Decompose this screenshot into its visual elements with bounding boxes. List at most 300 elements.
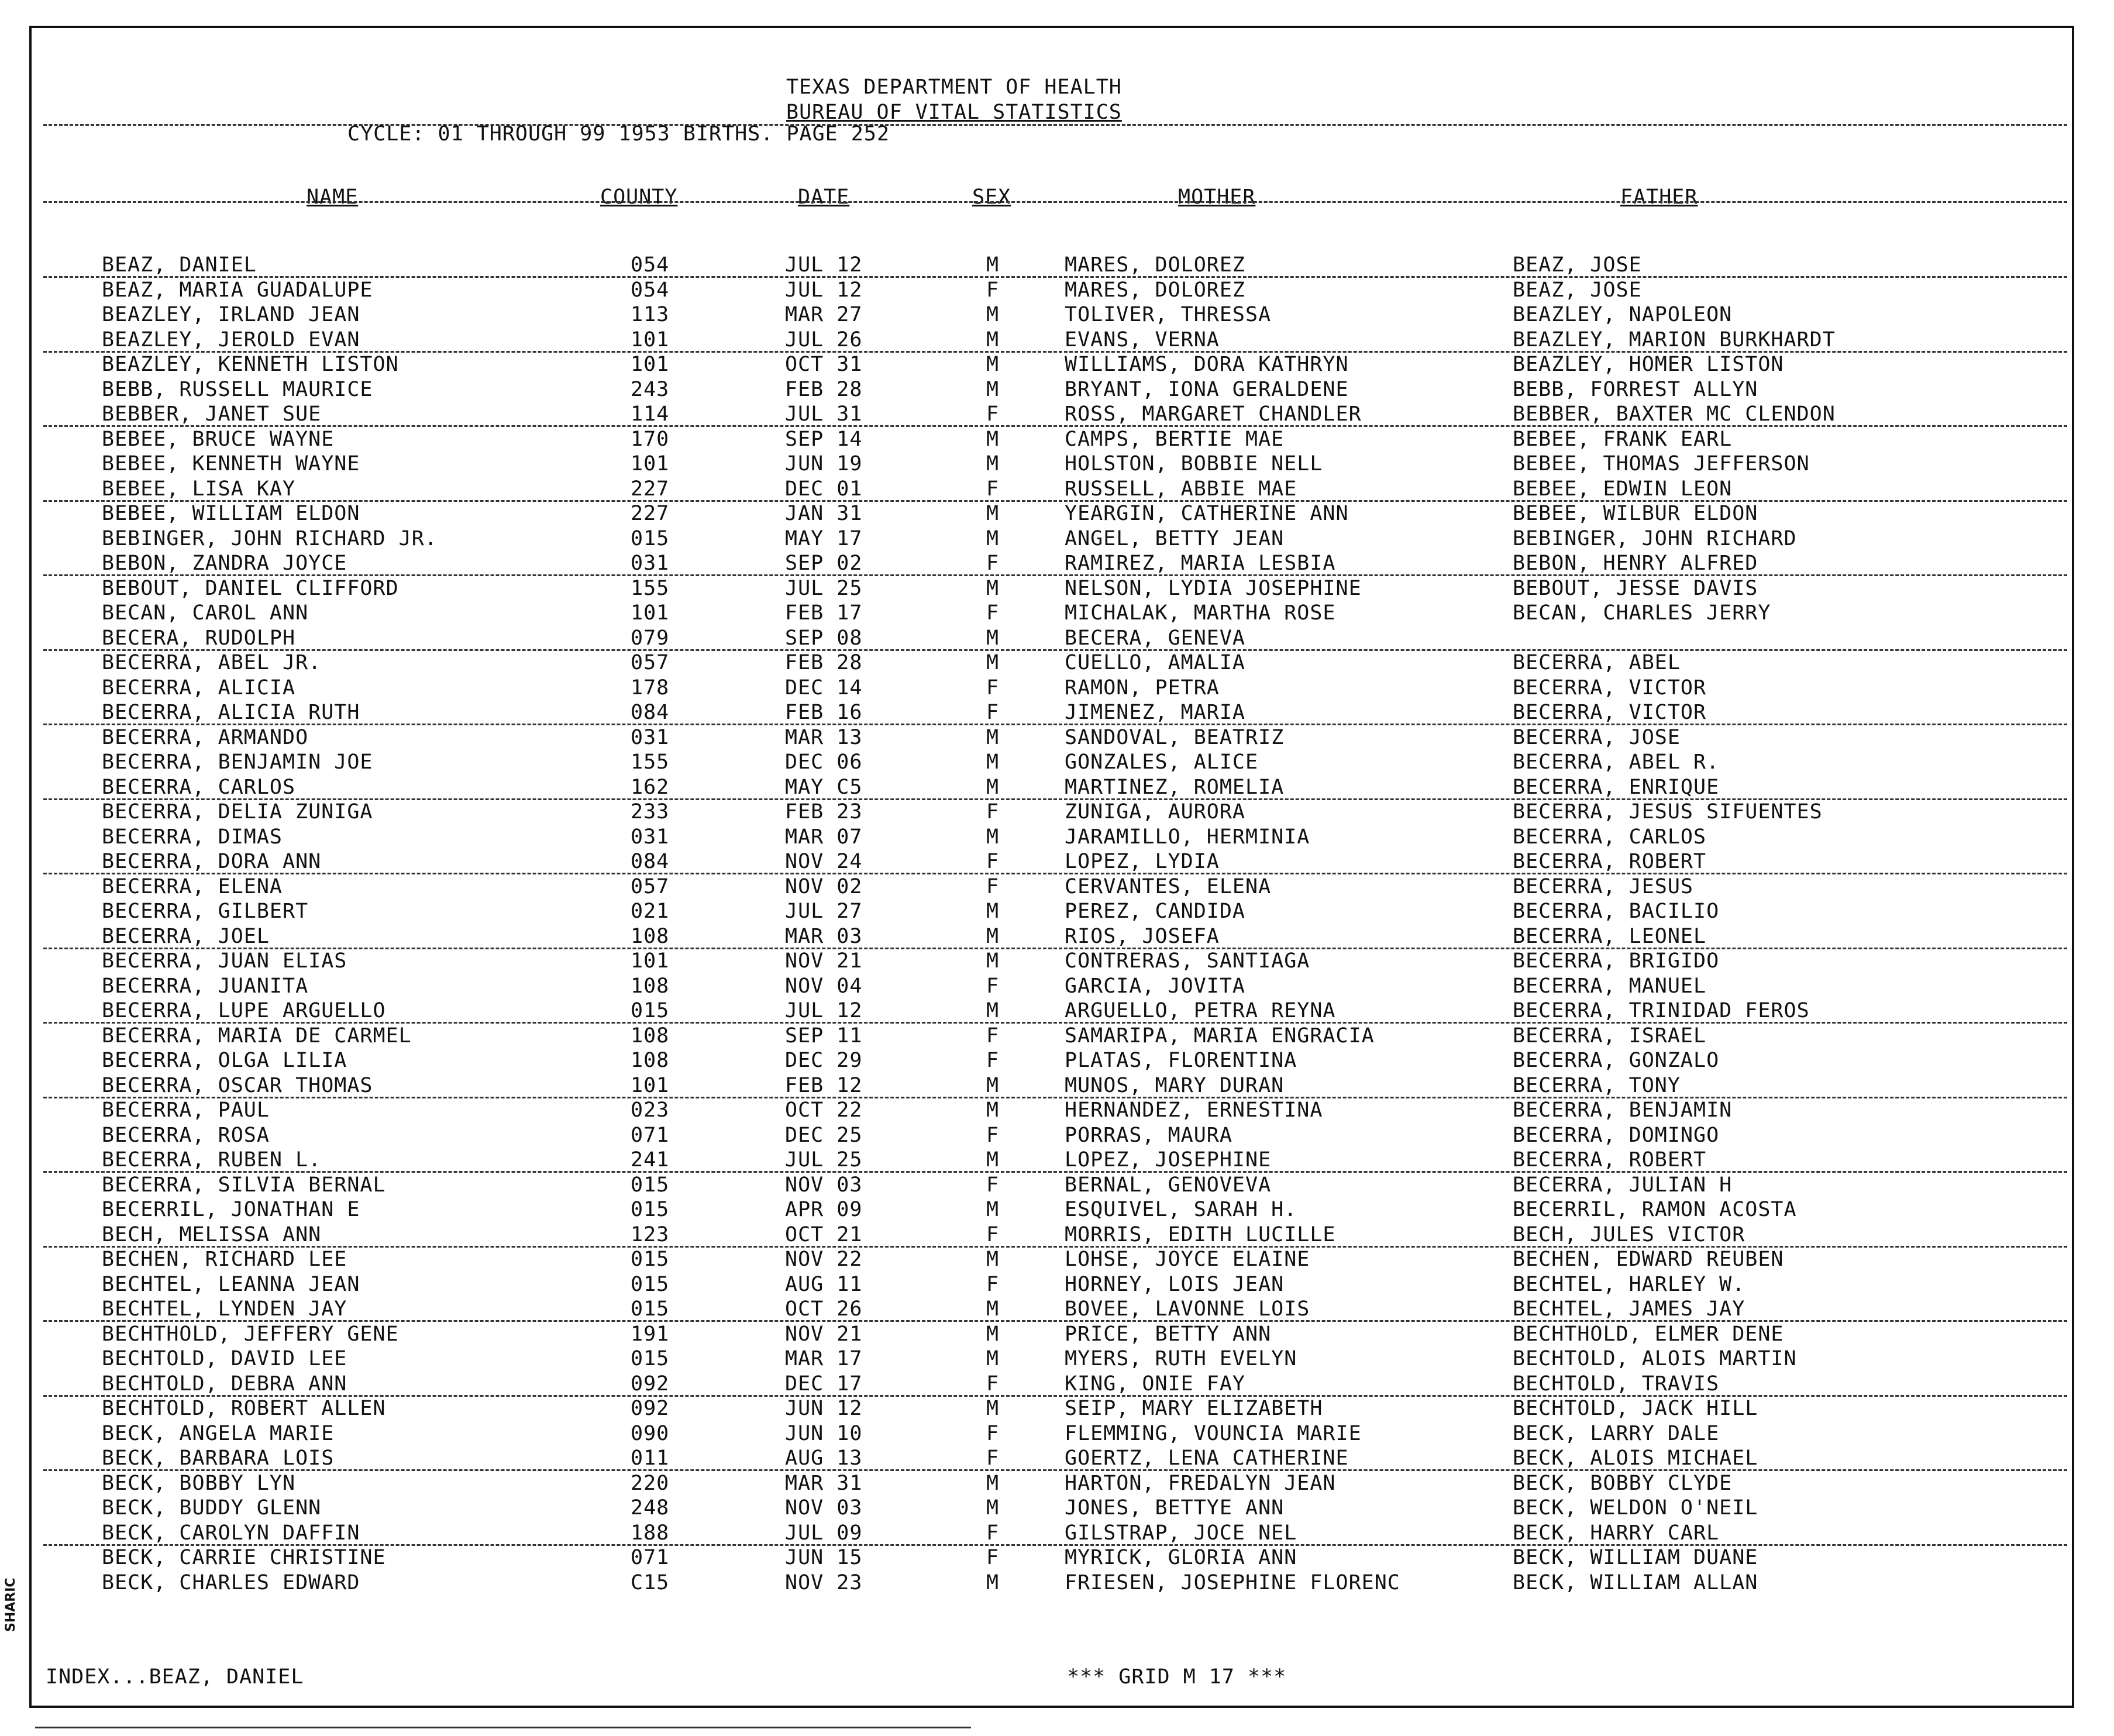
cell-date: JUN 19 (785, 452, 863, 476)
cell-father: BECHTEL, JAMES JAY (1513, 1297, 1745, 1321)
cell-mother: MORRIS, EDITH LUCILLE (1065, 1222, 1336, 1246)
cell-county: 191 (631, 1322, 670, 1346)
cell-county: 092 (631, 1372, 670, 1396)
cell-county: 015 (631, 1272, 670, 1296)
cell-father: BECHTOLD, ALOIS MARTIN (1513, 1347, 1797, 1370)
cell-date: JUL 27 (785, 900, 863, 923)
cell-father: BEBINGER, JOHN RICHARD (1513, 526, 1797, 550)
cell-mother: MYRICK, GLORIA ANN (1065, 1546, 1297, 1569)
cell-name: BECAN, CAROL ANN (102, 601, 309, 625)
cell-name: BECERRA, SILVIA BERNAL (102, 1173, 386, 1197)
cell-date: OCT 22 (785, 1098, 863, 1122)
table-row (32, 1545, 2072, 1570)
cell-sex: M (986, 775, 1000, 799)
cell-mother: ARGUELLO, PETRA REYNA (1065, 999, 1336, 1022)
cell-name: BECHTOLD, ROBERT ALLEN (102, 1397, 386, 1420)
cell-name: BECERRA, RUBEN L. (102, 1148, 322, 1172)
cell-sex: F (986, 974, 1000, 998)
cell-name: BECK, ANGELA MARIE (102, 1421, 335, 1445)
cycle-line: CYCLE: 01 THROUGH 99 1953 BIRTHS. PAGE 252 (347, 122, 890, 146)
cell-date: OCT 21 (785, 1222, 863, 1246)
cell-mother: LOHSE, JOYCE ELAINE (1065, 1248, 1310, 1271)
cell-county: 108 (631, 1024, 670, 1048)
table-row (32, 1123, 2072, 1148)
cell-father: BEBEE, EDWIN LEON (1513, 477, 1733, 501)
cell-date: JUL 25 (785, 576, 863, 600)
cell-date: MAR 17 (785, 1347, 863, 1370)
table-row (32, 750, 2072, 775)
cell-mother: GARCIA, JOVITA (1065, 974, 1246, 998)
cell-mother: PLATAS, FLORENTINA (1065, 1049, 1297, 1072)
cell-father: BECHEN, EDWARD REUBEN (1513, 1248, 1784, 1271)
cell-father: BEAZ, JOSE (1513, 253, 1642, 277)
cell-name: BEBON, ZANDRA JOYCE (102, 552, 347, 575)
cell-sex: F (986, 1049, 1000, 1072)
cell-mother: HARTON, FREDALYN JEAN (1065, 1471, 1336, 1495)
cell-date: FEB 17 (785, 601, 863, 625)
cell-date: JUN 15 (785, 1546, 863, 1569)
cell-mother: GONZALES, ALICE (1065, 750, 1259, 774)
cell-father: BEAZLEY, NAPOLEON (1513, 303, 1733, 326)
cell-mother: JONES, BETTYE ANN (1065, 1496, 1285, 1520)
cell-county: 054 (631, 253, 670, 277)
cell-father: BECERRA, ISRAEL (1513, 1024, 1707, 1048)
cell-sex: M (986, 328, 1000, 352)
cell-mother: SEIP, MARY ELIZABETH (1065, 1397, 1323, 1420)
cell-father: BEAZLEY, HOMER LISTON (1513, 353, 1784, 376)
cell-county: 015 (631, 1173, 670, 1197)
table-row (32, 800, 2072, 825)
cell-date: MAR 03 (785, 924, 863, 948)
cell-date: DEC 29 (785, 1049, 863, 1072)
cell-county: 178 (631, 676, 670, 700)
cell-sex: F (986, 552, 1000, 575)
table-row (32, 1372, 2072, 1397)
cell-father: BEBEE, FRANK EARL (1513, 427, 1733, 451)
cell-name: BECERRA, JUAN ELIAS (102, 949, 347, 973)
table-row (32, 1073, 2072, 1098)
table-row (32, 626, 2072, 651)
cell-name: BECH, MELISSA ANN (102, 1222, 322, 1246)
cell-name: BEBBER, JANET SUE (102, 402, 322, 426)
cell-county: 101 (631, 328, 670, 352)
cell-county: 248 (631, 1496, 670, 1520)
cell-father: BECERRA, ENRIQUE (1513, 775, 1720, 799)
cell-sex: M (986, 1297, 1000, 1321)
cell-father: BECERRA, ROBERT (1513, 850, 1707, 873)
cell-father: BEBEE, THOMAS JEFFERSON (1513, 452, 1810, 476)
cell-mother: ZUNIGA, AURORA (1065, 800, 1246, 824)
cell-county: 233 (631, 800, 670, 824)
cell-county: C15 (631, 1570, 670, 1594)
cell-date: DEC 14 (785, 676, 863, 700)
table-row (32, 377, 2072, 402)
cell-name: BECERRA, ABEL JR. (102, 651, 322, 674)
cell-name: BEAZLEY, IRLAND JEAN (102, 303, 360, 326)
cell-sex: F (986, 601, 1000, 625)
cell-mother: KING, ONIE FAY (1065, 1372, 1246, 1396)
cell-name: BEBB, RUSSELL MAURICE (102, 377, 373, 401)
cell-county: 084 (631, 850, 670, 873)
cell-county: 057 (631, 874, 670, 898)
cell-date: AUG 13 (785, 1446, 863, 1470)
cell-county: 101 (631, 452, 670, 476)
cell-county: 101 (631, 949, 670, 973)
cell-father: BECHTEL, HARLEY W. (1513, 1272, 1745, 1296)
cell-date: NOV 04 (785, 974, 863, 998)
cell-father: BEAZ, JOSE (1513, 278, 1642, 302)
cell-father: BECERRA, BENJAMIN (1513, 1098, 1733, 1122)
cell-mother: BERNAL, GENOVEVA (1065, 1173, 1272, 1197)
cell-mother: PEREZ, CANDIDA (1065, 900, 1246, 923)
cell-sex: F (986, 1521, 1000, 1545)
cell-father: BEBBER, BAXTER MC CLENDON (1513, 402, 1836, 426)
table-row (32, 849, 2072, 874)
column-header-county: COUNTY (600, 185, 678, 209)
cell-date: MAR 13 (785, 725, 863, 749)
cell-father: BECERRA, JOSE (1513, 725, 1681, 749)
cell-sex: M (986, 427, 1000, 451)
cell-county: 227 (631, 477, 670, 501)
cell-sex: F (986, 402, 1000, 426)
cell-name: BECK, BARBARA LOIS (102, 1446, 335, 1470)
cell-mother: NELSON, LYDIA JOSEPHINE (1065, 576, 1362, 600)
cell-name: BECK, BUDDY GLENN (102, 1496, 322, 1520)
cell-date: JUL 12 (785, 253, 863, 277)
cell-mother: TOLIVER, THRESSA (1065, 303, 1272, 326)
cell-mother: MARES, DOLOREZ (1065, 278, 1246, 302)
cell-sex: M (986, 825, 1000, 849)
table-row (32, 676, 2072, 701)
table-row (32, 352, 2072, 377)
cell-name: BECHTOLD, DEBRA ANN (102, 1372, 347, 1396)
cell-name: BEAZ, MARIA GUADALUPE (102, 278, 373, 302)
cell-father: BECERRA, TRINIDAD FEROS (1513, 999, 1810, 1022)
cell-mother: HORNEY, LOIS JEAN (1065, 1272, 1285, 1296)
cell-county: 108 (631, 924, 670, 948)
cell-father: BECERRA, ROBERT (1513, 1148, 1707, 1172)
cell-sex: F (986, 278, 1000, 302)
cell-father: BECK, LARRY DALE (1513, 1421, 1720, 1445)
cell-father: BECHTOLD, JACK HILL (1513, 1397, 1758, 1420)
cell-county: 015 (631, 526, 670, 550)
column-header-date: DATE (798, 185, 850, 209)
cell-county: 108 (631, 1049, 670, 1072)
cell-date: OCT 26 (785, 1297, 863, 1321)
cell-mother: JARAMILLO, HERMINIA (1065, 825, 1310, 849)
column-header-sex: SEX (972, 185, 1011, 209)
table-row (32, 775, 2072, 800)
cell-sex: M (986, 1322, 1000, 1346)
column-header-name: NAME (307, 185, 359, 209)
cell-mother: SANDOVAL, BEATRIZ (1065, 725, 1285, 749)
cell-county: 220 (631, 1471, 670, 1495)
table-row (32, 949, 2072, 974)
cell-date: SEP 14 (785, 427, 863, 451)
cell-date: JAN 31 (785, 502, 863, 525)
cell-sex: M (986, 253, 1000, 277)
cell-father: BECERRA, BACILIO (1513, 900, 1720, 923)
cell-name: BECERRA, GILBERT (102, 900, 309, 923)
cell-county: 108 (631, 974, 670, 998)
cell-county: 071 (631, 1123, 670, 1147)
table-row (32, 1521, 2072, 1546)
cell-name: BEBEE, KENNETH WAYNE (102, 452, 360, 476)
header-divider (43, 124, 2067, 126)
table-row (32, 601, 2072, 626)
cell-sex: M (986, 725, 1000, 749)
cell-name: BECHTEL, LYNDEN JAY (102, 1297, 347, 1321)
cell-mother: PRICE, BETTY ANN (1065, 1322, 1272, 1346)
cell-date: SEP 11 (785, 1024, 863, 1048)
cell-name: BEBEE, WILLIAM ELDON (102, 502, 360, 525)
cell-county: 113 (631, 303, 670, 326)
cell-mother: BOVEE, LAVONNE LOIS (1065, 1297, 1310, 1321)
table-row (32, 1471, 2072, 1496)
cell-county: 015 (631, 1248, 670, 1271)
table-row (32, 576, 2072, 601)
cell-sex: M (986, 651, 1000, 674)
cell-date: MAR 31 (785, 1471, 863, 1495)
cell-father: BECH, JULES VICTOR (1513, 1222, 1745, 1246)
cell-sex: M (986, 576, 1000, 600)
cell-name: BECERRA, JOEL (102, 924, 270, 948)
cell-sex: M (986, 303, 1000, 326)
cell-sex: F (986, 477, 1000, 501)
cell-date: JUN 12 (785, 1397, 863, 1420)
cell-sex: M (986, 1248, 1000, 1271)
cell-mother: MUNOS, MARY DURAN (1065, 1073, 1285, 1097)
cell-county: 101 (631, 601, 670, 625)
table-row (32, 1222, 2072, 1248)
cell-date: AUG 11 (785, 1272, 863, 1296)
cell-father: BECERRA, VICTOR (1513, 701, 1707, 724)
cell-date: FEB 23 (785, 800, 863, 824)
cell-sex: M (986, 1073, 1000, 1097)
cell-county: 123 (631, 1222, 670, 1246)
cell-date: FEB 12 (785, 1073, 863, 1097)
cell-county: 011 (631, 1446, 670, 1470)
cell-mother: FLEMMING, VOUNCIA MARIE (1065, 1421, 1362, 1445)
cell-county: 015 (631, 1347, 670, 1370)
cell-mother: BRYANT, IONA GERALDENE (1065, 377, 1349, 401)
cell-county: 071 (631, 1546, 670, 1569)
table-row (32, 725, 2072, 750)
cell-sex: M (986, 1148, 1000, 1172)
cell-father: BECERRA, LEONEL (1513, 924, 1707, 948)
table-row (32, 1148, 2072, 1173)
cell-sex: M (986, 900, 1000, 923)
cell-date: JUL 12 (785, 278, 863, 302)
cell-date: NOV 21 (785, 1322, 863, 1346)
cell-county: 084 (631, 701, 670, 724)
cell-mother: LOPEZ, LYDIA (1065, 850, 1220, 873)
cell-sex: M (986, 626, 1000, 650)
cell-name: BECERRA, ELENA (102, 874, 283, 898)
cell-name: BECHTOLD, DAVID LEE (102, 1347, 347, 1370)
cell-sex: F (986, 1421, 1000, 1445)
cell-sex: M (986, 1570, 1000, 1594)
cell-sex: F (986, 1546, 1000, 1569)
cell-name: BECHTHOLD, JEFFERY GENE (102, 1322, 399, 1346)
cell-father: BECK, HARRY CARL (1513, 1521, 1720, 1545)
table-row (32, 452, 2072, 477)
table-row (32, 1396, 2072, 1421)
cell-sex: M (986, 1471, 1000, 1495)
cell-name: BEBEE, BRUCE WAYNE (102, 427, 335, 451)
table-row (32, 328, 2072, 353)
cell-mother: CONTRERAS, SANTIAGA (1065, 949, 1310, 973)
cell-sex: M (986, 1397, 1000, 1420)
table-row (32, 974, 2072, 999)
column-header-divider (43, 201, 2067, 203)
cell-mother: EVANS, VERNA (1065, 328, 1220, 352)
cell-mother: ROSS, MARGARET CHANDLER (1065, 402, 1362, 426)
cell-father: BECERRA, VICTOR (1513, 676, 1707, 700)
table-row (32, 1098, 2072, 1123)
cell-name: BEBEE, LISA KAY (102, 477, 296, 501)
table-row (32, 302, 2072, 328)
cell-date: SEP 02 (785, 552, 863, 575)
cell-date: JUL 26 (785, 328, 863, 352)
cell-name: BECERRA, BENJAMIN JOE (102, 750, 373, 774)
cell-name: BEBINGER, JOHN RICHARD JR. (102, 526, 438, 550)
table-row (32, 526, 2072, 552)
cell-father: BECK, WILLIAM ALLAN (1513, 1570, 1758, 1594)
cell-name: BECERRA, DORA ANN (102, 850, 322, 873)
table-row (32, 1346, 2072, 1372)
cell-county: 031 (631, 725, 670, 749)
cell-father: BEBON, HENRY ALFRED (1513, 552, 1758, 575)
cell-sex: F (986, 1173, 1000, 1197)
cell-mother: JIMENEZ, MARIA (1065, 701, 1246, 724)
table-row (32, 899, 2072, 924)
cell-date: JUL 31 (785, 402, 863, 426)
cell-date: DEC 17 (785, 1372, 863, 1396)
cell-name: BECERRA, OSCAR THOMAS (102, 1073, 373, 1097)
cell-sex: F (986, 1123, 1000, 1147)
cell-date: FEB 28 (785, 377, 863, 401)
cell-sex: M (986, 1347, 1000, 1370)
cell-mother: PORRAS, MAURA (1065, 1123, 1232, 1147)
cell-name: BECERRA, CARLOS (102, 775, 296, 799)
cell-mother: SAMARIPA, MARIA ENGRACIA (1065, 1024, 1375, 1048)
cell-sex: M (986, 452, 1000, 476)
cell-date: MAY 17 (785, 526, 863, 550)
cell-sex: F (986, 1372, 1000, 1396)
cell-county: 241 (631, 1148, 670, 1172)
cell-name: BECERRIL, JONATHAN E (102, 1198, 360, 1221)
cell-county: 114 (631, 402, 670, 426)
cell-mother: MICHALAK, MARTHA ROSE (1065, 601, 1336, 625)
cell-sex: M (986, 924, 1000, 948)
cell-date: DEC 25 (785, 1123, 863, 1147)
cell-sex: M (986, 949, 1000, 973)
cell-date: FEB 28 (785, 651, 863, 674)
cell-father: BECERRA, GONZALO (1513, 1049, 1720, 1072)
cell-father: BECERRA, JESUS (1513, 874, 1694, 898)
grid-label: *** GRID M 17 *** (1067, 1665, 1287, 1689)
cell-mother: HOLSTON, BOBBIE NELL (1065, 452, 1323, 476)
cell-mother: LOPEZ, JOSEPHINE (1065, 1148, 1272, 1172)
cell-name: BECERRA, MARIA DE CARMEL (102, 1024, 412, 1048)
table-row (32, 874, 2072, 900)
cell-date: SEP 08 (785, 626, 863, 650)
table-row (32, 1173, 2072, 1198)
table-row (32, 1570, 2072, 1596)
cell-date: JUL 12 (785, 999, 863, 1022)
cell-date: NOV 02 (785, 874, 863, 898)
cell-county: 031 (631, 552, 670, 575)
cell-county: 054 (631, 278, 670, 302)
department-title: TEXAS DEPARTMENT OF HEALTH (786, 75, 1122, 99)
cell-father: BECERRA, CARLOS (1513, 825, 1707, 849)
cell-date: MAR 27 (785, 303, 863, 326)
table-row (32, 1048, 2072, 1073)
cell-date: NOV 23 (785, 1570, 863, 1594)
cell-name: BECERRA, OLGA LILIA (102, 1049, 347, 1072)
cell-county: 170 (631, 427, 670, 451)
cell-father: BECERRA, MANUEL (1513, 974, 1707, 998)
table-row (32, 998, 2072, 1024)
cell-sex: F (986, 1222, 1000, 1246)
cell-sex: M (986, 377, 1000, 401)
table-row (32, 700, 2072, 725)
cell-sex: M (986, 353, 1000, 376)
cell-sex: M (986, 1496, 1000, 1520)
cell-sex: F (986, 1024, 1000, 1048)
cell-father: BECERRIL, RAMON ACOSTA (1513, 1198, 1797, 1221)
cell-sex: F (986, 1272, 1000, 1296)
cell-county: 092 (631, 1397, 670, 1420)
cell-mother: WILLIAMS, DORA KATHRYN (1065, 353, 1349, 376)
cell-sex: M (986, 502, 1000, 525)
cell-name: BECERRA, DIMAS (102, 825, 283, 849)
cell-date: NOV 21 (785, 949, 863, 973)
cell-father: BECERRA, TONY (1513, 1073, 1681, 1097)
cell-name: BEAZLEY, KENNETH LISTON (102, 353, 399, 376)
cell-mother: RAMON, PETRA (1065, 676, 1220, 700)
table-row (32, 253, 2072, 278)
cell-county: 155 (631, 750, 670, 774)
cell-county: 188 (631, 1521, 670, 1545)
cell-county: 057 (631, 651, 670, 674)
cell-name: BEAZ, DANIEL (102, 253, 257, 277)
cell-mother: CERVANTES, ELENA (1065, 874, 1272, 898)
cell-sex: M (986, 1198, 1000, 1221)
cell-mother: MARTINEZ, ROMELIA (1065, 775, 1285, 799)
cell-name: BECERRA, ALICIA (102, 676, 296, 700)
table-row (32, 1197, 2072, 1222)
cell-date: NOV 24 (785, 850, 863, 873)
cell-name: BECK, CHARLES EDWARD (102, 1570, 360, 1594)
cell-date: JUL 09 (785, 1521, 863, 1545)
column-header-mother: MOTHER (1178, 185, 1256, 209)
cell-father: BECERRA, JULIAN H (1513, 1173, 1733, 1197)
cell-father: BECHTHOLD, ELMER DENE (1513, 1322, 1784, 1346)
cell-county: 090 (631, 1421, 670, 1445)
cell-sex: M (986, 1098, 1000, 1122)
cell-name: BECERRA, ARMANDO (102, 725, 309, 749)
cell-date: NOV 03 (785, 1496, 863, 1520)
cell-father: BECK, WELDON O'NEIL (1513, 1496, 1758, 1520)
table-row (32, 650, 2072, 676)
cell-mother: ESQUIVEL, SARAH H. (1065, 1198, 1297, 1221)
cell-date: APR 09 (785, 1198, 863, 1221)
cell-mother: RAMIREZ, MARIA LESBIA (1065, 552, 1336, 575)
table-row (32, 825, 2072, 850)
cell-mother: RUSSELL, ABBIE MAE (1065, 477, 1297, 501)
